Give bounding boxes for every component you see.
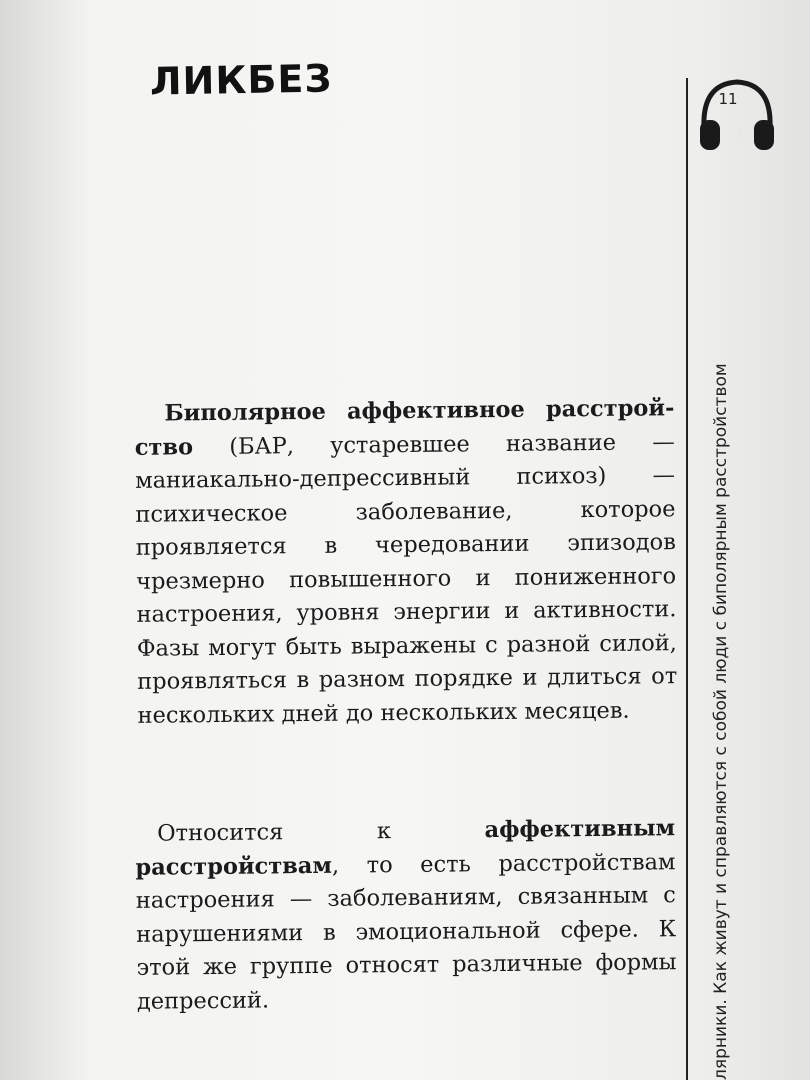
paragraph-classification [135, 812, 677, 1019]
section-heading: ЛИКБЕЗ [149, 56, 333, 104]
page-number: 11 [718, 90, 738, 108]
definition-text: (БАР, устаревшее название — маниакально-депрессивный психоз) — психическое заболевание, которое проявляется в чередовании эпизодов чрезмерно повышенного и пониженного настроения, уровня энергии и активности. Фазы могут быть выражены с разной силой, проявляться в разном порядке и длиться от нескольких дней до нескольких месяцев. [134, 428, 678, 729]
term-affective: аффективным расстройствам [135, 815, 676, 881]
running-title: лярники. Как живут и справляются с собой люди с биполярным расстройством [711, 363, 731, 1080]
paragraph-definition [134, 392, 677, 733]
classification-text: , то есть расстройствам настроения — заболеваниям, связанным с нарушениями в эмоциональной сфере. К этой же группе относят различные формы депрессий. [135, 848, 677, 1015]
headphones-icon [694, 76, 780, 156]
classification-lead: Относится к [156, 817, 485, 847]
term-bipolar: Биполярное аффективное расстрой-ство [134, 395, 675, 461]
margin-rule [686, 78, 688, 1080]
